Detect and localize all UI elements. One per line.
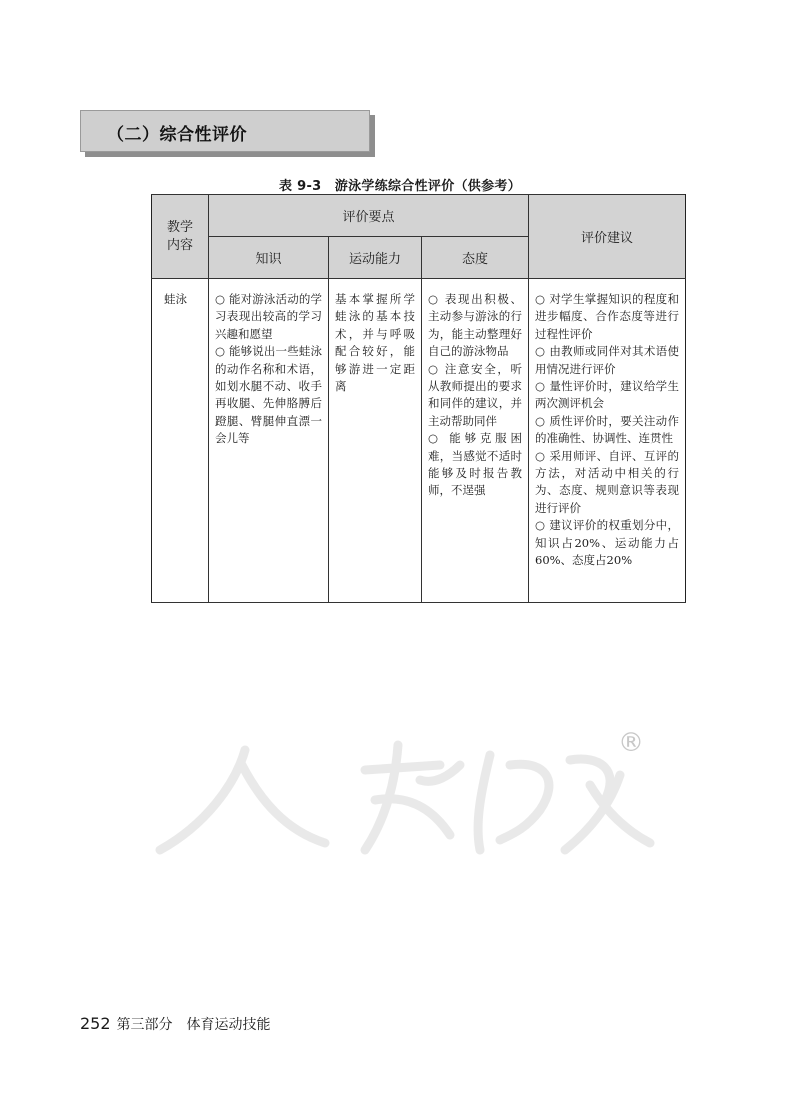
attitude-item: ○ 能够克服困难，当感觉不适时能够及时报告教师，不逞强	[428, 431, 522, 498]
suggestion-item: ○ 量性评价时，建议给学生两次测评机会	[535, 379, 679, 411]
suggestion-item: ○ 由教师或同伴对其术语使用情况进行评价	[535, 344, 679, 376]
cell-attitude	[422, 279, 529, 603]
header-knowledge: 知识	[209, 237, 329, 279]
footer-chapter: 体育运动技能	[186, 1017, 271, 1033]
header-topic	[152, 195, 209, 279]
header-attitude: 态度	[422, 237, 529, 279]
suggestion-item: ○ 建议评价的权重划分中，知识占20%、运动能力占60%、态度占20%	[535, 518, 679, 568]
attitude-item: ○ 注意安全，听从教师提出的要求和同伴的建议，并主动帮助同伴	[428, 361, 522, 428]
suggestion-item: ○ 质性评价时，要关注动作的准确性、协调性、连贯性	[535, 413, 679, 446]
page-number: 252	[80, 1014, 111, 1033]
evaluation-table	[151, 194, 686, 603]
cell-knowledge	[209, 279, 329, 603]
suggestion-item: ○ 对学生掌握知识的程度和进步幅度、合作态度等进行过程性评价	[535, 292, 679, 341]
cell-suggestion	[529, 279, 686, 603]
header-suggestion: 评价建议	[529, 195, 686, 279]
knowledge-item: ○ 能够说出一些蛙泳的动作名称和术语，如划水腿不动、收手再收腿、先伸胳膊后蹬腿、臂腿伸直漂一会儿等	[215, 344, 322, 446]
header-key-points: 评价要点	[209, 195, 529, 237]
footer-part: 第三部分	[116, 1017, 173, 1033]
table-row	[152, 279, 686, 603]
header-ability: 运动能力	[329, 237, 422, 279]
header-topic-label: 教学 内容	[166, 219, 193, 253]
registered-mark: ®	[618, 728, 644, 758]
attitude-item: ○ 表现出积极、主动参与游泳的行为，能主动整理好自己的游泳物品	[428, 292, 522, 359]
suggestion-item: ○ 采用师评、自评、互评的方法，对活动中相关的行为、态度、规则意识等表现进行评价	[535, 448, 679, 515]
table-caption: 表 9-3 游泳学练综合性评价（供参考）	[278, 179, 521, 194]
knowledge-item: ○ 能对游泳活动的学习表现出较高的学习兴趣和愿望	[215, 292, 322, 341]
page-footer	[80, 1014, 271, 1034]
ability-item: 基本掌握所学蛙泳的基本技术，并与呼吸配合较好，能够游进一定距离	[335, 292, 415, 394]
section-title: （二）综合性评价	[107, 125, 247, 145]
cell-topic: 蛙泳	[152, 279, 209, 603]
section-heading-box	[80, 110, 370, 152]
publisher-watermark-logo	[150, 725, 670, 865]
cell-ability	[329, 279, 422, 603]
